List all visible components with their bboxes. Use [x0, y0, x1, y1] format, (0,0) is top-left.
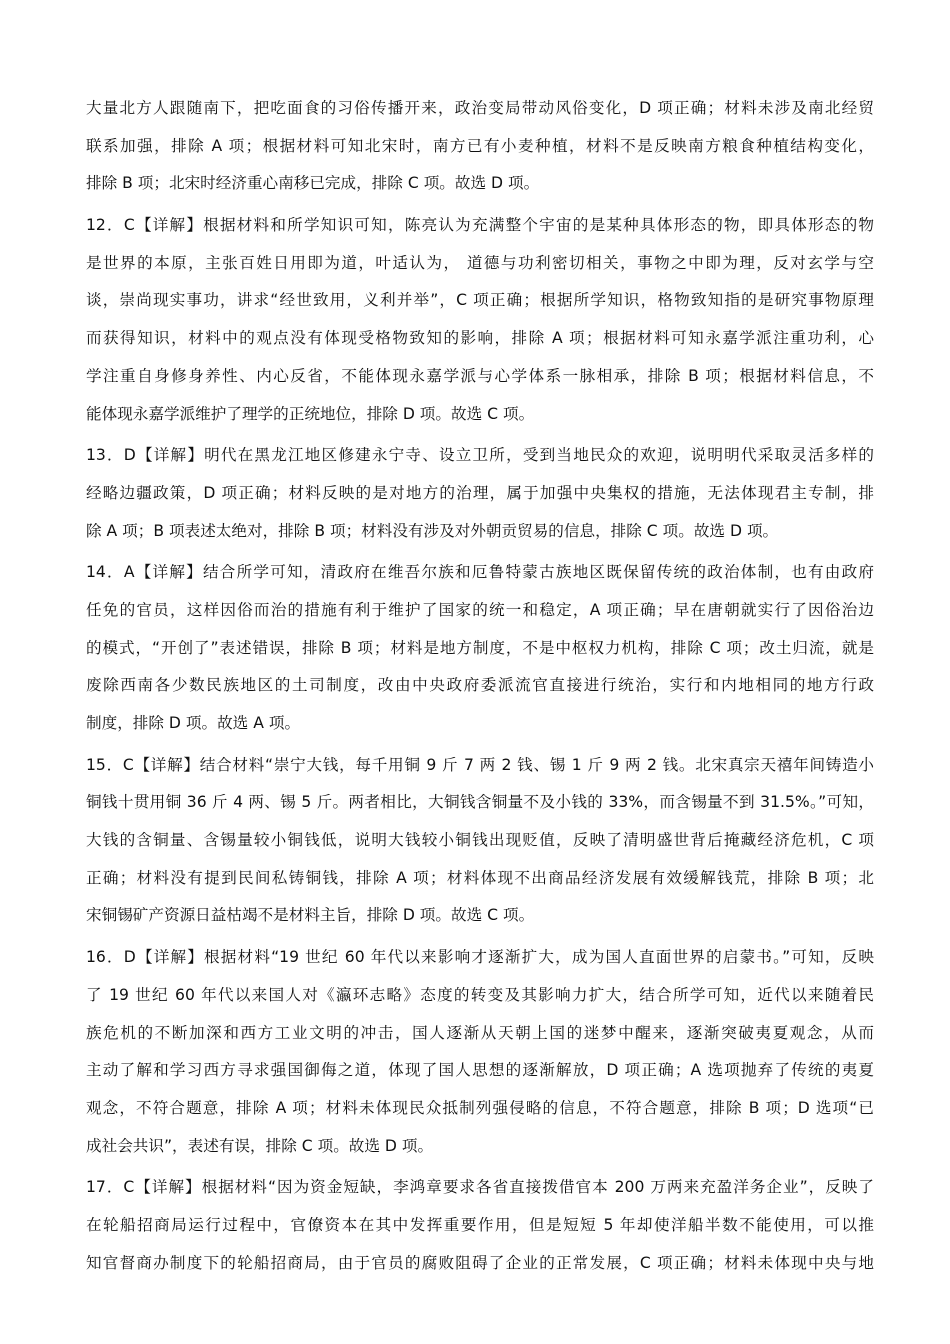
text-line: 谈，崇尚现实事功，讲求“经世致用，义利并举”，C 项正确；根据所学知识，格物致知指的是研究事物原理	[86, 291, 874, 310]
text-line: 铜钱十贯用铜 36 斤 4 两、锡 5 斤。两者相比，大铜钱含铜量不及小钱的 33%，而含锡量不到 31.5%。”可知，	[86, 793, 874, 812]
text-line: 是世界的本原，主张百姓日用即为道，叶适认为， 道德与功利密切相关，事物之中即为理，反对玄学与空	[86, 253, 874, 272]
text-line: 14．A【详解】结合所学可知，清政府在维吾尔族和厄鲁特蒙古族地区既保留传统的政治体制，也有由政府	[86, 563, 874, 582]
text-line: 经略边疆政策，D 项正确；材料反映的是对地方的治理，属于加强中央集权的措施，无法体现君主专制，排	[86, 483, 874, 502]
text-line: 联系加强，排除 A 项；根据材料可知北宋时，南方已有小麦种植，材料不是反映南方粮食种植结构变化，	[86, 136, 874, 155]
text-line: 除 A 项；B 项表述太绝对，排除 B 项；材料没有涉及对外朝贡贸易的信息，排除 C 项。故选 D 项。	[86, 521, 779, 540]
text-line: 在轮船招商局运行过程中，官僚资本在其中发挥重要作用，但是短短 5 年却使洋船半数不能使用，可以推	[86, 1215, 874, 1234]
text-line: 15．C【详解】结合材料“崇宁大钱，每千用铜 9 斤 7 两 2 钱、锡 1 斤 9 两 2 钱。北宋真宗天禧年间铸造小	[86, 755, 874, 774]
answer-paragraph-12	[86, 207, 874, 433]
text-line: 而获得知识，材料中的观点没有体现受格物致知的影响，排除 A 项；根据材料可知永嘉学派注重功利，心	[86, 329, 874, 348]
text-line: 主动了解和学习西方寻求强国御侮之道，体现了国人思想的逐渐解放，D 项正确；A 选项抛弃了传统的夷夏	[86, 1061, 874, 1080]
text-line: 知官督商办制度下的轮船招商局，由于官员的腐败阻碍了企业的正常发展，C 项正确；材料未体现中央与地	[86, 1253, 874, 1272]
text-line: 大钱的含铜量、含锡量较小铜钱低，说明大钱较小铜钱出现贬值，反映了清明盛世背后掩藏经济危机，C 项	[86, 831, 874, 850]
text-line: 大量北方人跟随南下，把吃面食的习俗传播开来，政治变局带动风俗变化，D 项正确；材料未涉及南北经贸	[86, 99, 874, 117]
answer-paragraph-16	[86, 939, 874, 1165]
text-line: 排除 B 项；北宋时经济重心南移已完成，排除 C 项。故选 D 项。	[86, 174, 540, 193]
text-line: 17．C【详解】根据材料“因为资金短缺，李鸿章要求各省直接拨借官本 200 万两来充盈洋务企业”，反映了	[86, 1178, 874, 1197]
text-line: 能体现永嘉学派维护了理学的正统地位，排除 D 项。故选 C 项。	[86, 404, 535, 423]
text-line: 12．C【详解】根据材料和所学知识可知，陈亮认为充满整个宇宙的是某种具体形态的物，即具体形态的物	[86, 216, 874, 235]
text-line: 宋铜锡矿产资源日益枯竭不是材料主旨，排除 D 项。故选 C 项。	[86, 906, 535, 925]
text-line: 制度，排除 D 项。故选 A 项。	[86, 714, 301, 732]
answer-paragraph-14	[86, 554, 874, 742]
answer-paragraph-13	[86, 437, 874, 550]
text-line: 族危机的不断加深和西方工业文明的冲击，国人逐渐从天朝上国的迷梦中醒来，逐渐突破夷夏观念，从而	[86, 1023, 874, 1042]
answer-paragraph-17	[86, 1169, 874, 1282]
text-line: 16．D【详解】根据材料“19 世纪 60 年代以来影响才逐渐扩大，成为国人直面世界的启蒙书。”可知，反映	[86, 948, 874, 967]
text-line: 任免的官员，这样因俗而治的措施有利于维护了国家的统一和稳定，A 项正确；早在唐朝就实行了因俗治边	[86, 600, 874, 619]
text-line: 正确；材料没有提到民间私铸铜钱，排除 A 项；材料体现不出商品经济发展有效缓解钱荒，排除 B 项；北	[86, 868, 874, 887]
text-line: 13．D【详解】明代在黑龙江地区修建永宁寺、设立卫所，受到当地民众的欢迎，说明明代采取灵活多样的	[86, 446, 874, 465]
answer-paragraph-15	[86, 747, 874, 935]
text-line: 废除西南各少数民族地区的土司制度，改由中央政府委派流官直接进行统治，实行和内地相同的地方行政	[86, 676, 874, 695]
text-line: 学注重自身修身养性、内心反省，不能体现永嘉学派与心学体系一脉相承，排除 B 项；根据材料信息，不	[86, 366, 874, 385]
text-line: 的模式，“开创了”表述错误，排除 B 项；材料是地方制度，不是中枢权力机构，排除 C 项；改土归流，就是	[86, 638, 874, 657]
text-line: 观念，不符合题意，排除 A 项；材料未体现民众抵制列强侵略的信息，不符合题意，排除 B 项；D 选项“已	[86, 1098, 874, 1117]
text-line: 成社会共识”，表述有误，排除 C 项。故选 D 项。	[86, 1136, 434, 1155]
text-line: 了 19 世纪 60 年代以来国人对《瀛环志略》态度的转变及其影响力扩大，结合所学可知，近代以来随着民	[86, 985, 874, 1004]
answer-paragraph-11-continued	[86, 90, 874, 203]
